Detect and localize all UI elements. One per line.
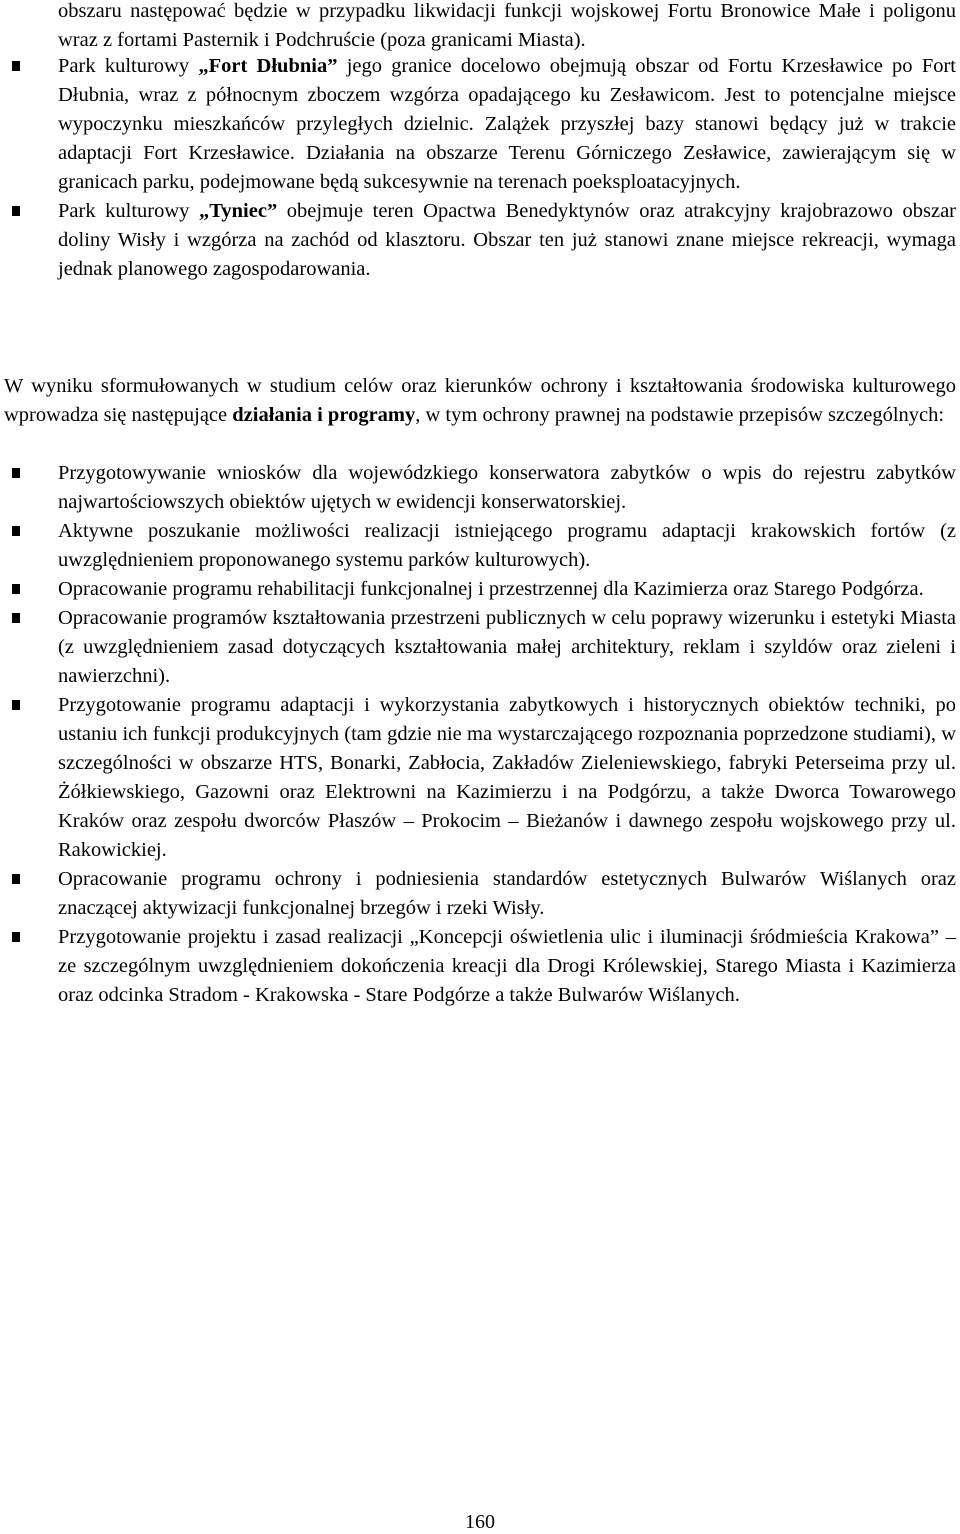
main-text-bold: działania i programy bbox=[232, 404, 416, 426]
list-item-tyniec bbox=[4, 197, 956, 284]
square-bullet-icon bbox=[12, 584, 20, 594]
main-text-before: W wyniku sformułowanych w studium celów oraz kierunków ochrony i kształtowania środowiska kulturowego wprowadza się następujące bbox=[4, 375, 956, 426]
square-bullet-icon bbox=[12, 526, 20, 536]
intro-text: obszaru następować będzie w przypadku likwidacji funkcji wojskowej Fortu Bronowice Małe i poligonu wraz z fortami Pasternik i Podchruście (poza granicami Miasta). bbox=[58, 0, 956, 51]
list-item-text: Przygotowanie projektu i zasad realizacji „Koncepcji oświetlenia ulic i iluminacji śródmieścia Krakowa” – ze szczególnym uwzględnieniem dokończenia kreacji dla Drogi Królewskiej, Starego Miasta i Kazimierza oraz odcinka Stradom - Krakowska - Stare Podgórze a także Bulwarów Wiślanych. bbox=[58, 926, 956, 1006]
square-bullet-icon bbox=[12, 206, 20, 216]
square-bullet-icon bbox=[12, 932, 20, 942]
main-paragraph-text bbox=[4, 372, 956, 430]
list-item-text: Opracowanie programu rehabilitacji funkcjonalnej i przestrzennej dla Kazimierza oraz Starego Podgórza. bbox=[58, 578, 924, 600]
page-number: 160 bbox=[465, 1511, 495, 1533]
park-name: „Tyniec” bbox=[199, 200, 278, 222]
list-item-text: Przygotowywanie wniosków dla wojewódzkiego konserwatora zabytków o wpis do rejestru zabytków najwartościowszych obiektów ujętych w ewidencji konserwatorskiej. bbox=[58, 462, 956, 513]
list-item bbox=[4, 923, 956, 1010]
square-bullet-icon bbox=[12, 468, 20, 478]
main-paragraph bbox=[4, 372, 956, 430]
list-item bbox=[4, 459, 956, 517]
square-bullet-icon bbox=[12, 700, 20, 710]
square-bullet-icon bbox=[12, 613, 20, 623]
square-bullet-icon bbox=[12, 61, 20, 71]
item-text-after: obejmuje teren Opactwa Benedyktynów oraz atrakcyjny krajobrazowo obszar doliny Wisły i wzgórza na zachód od klasztoru. Obszar ten już stanowi znane miejsce rekreacji, wymaga jednak planowego zagospodarowania. bbox=[58, 200, 956, 280]
list-item-text: Opracowanie programu ochrony i podniesienia standardów estetycznych Bulwarów Wiślanych oraz znaczącej aktywizacji funkcjonalnej brzegów i rzeki Wisły. bbox=[58, 868, 956, 919]
main-text-after: , w tym ochrony prawnej na podstawie przepisów szczególnych: bbox=[415, 404, 945, 426]
square-bullet-icon bbox=[12, 874, 20, 884]
intro-continuation bbox=[4, 0, 956, 55]
list-item-text: Aktywne poszukanie możliwości realizacji istniejącego programu adaptacji krakowskich fortów (z uwzględnieniem proponowanego systemu parków kulturowych). bbox=[58, 520, 956, 571]
park-name: „Fort Dłubnia” bbox=[198, 55, 338, 77]
list-item bbox=[4, 604, 956, 691]
list-item-fort-dlubnia bbox=[4, 52, 956, 197]
item-text-before: Park kulturowy bbox=[58, 55, 199, 77]
list-item bbox=[4, 517, 956, 575]
item-text-after: jego granice docelowo obejmują obszar od Fortu Krzesławice po Fort Dłubnia, wraz z północnym zboczem wzgórza opadającego ku Zesławicom. Jest to potencjalne miejsce wypoczynku mieszkańców przyległych dzielnic. Zalążek przyszłej bazy stanowi będący już w trakcie adaptacji Fort Krzesławice. Działania na obszarze Terenu Górniczego Zesławice, zawierającym się w granicach parku, podejmowane będą sukcesywnie na terenach poeksploatacyjnych. bbox=[58, 55, 956, 193]
list-item bbox=[4, 575, 956, 604]
park-list bbox=[4, 52, 956, 284]
list-item-text: Przygotowanie programu adaptacji i wykorzystania zabytkowych i historycznych obiektów techniki, po ustaniu ich funkcji produkcyjnych (tam gdzie nie ma wystarczającego rozpoznania poprzedzone studiami), w szczególności w obszarze HTS, Bonarki, Zabłocia, Zakładów Zieleniewskiego, fabryki Peterseima przy ul. Żółkiewskiego, Gazowni oraz Elektrowni na Kazimierzu i na Podgórzu, a także Dworca Towarowego Kraków oraz zespołu dworców Płaszów – Prokocim – Bieżanów i dawnego zespołu wojskowego przy ul. Rakowickiej. bbox=[58, 694, 956, 861]
item-text-before: Park kulturowy bbox=[58, 200, 199, 222]
actions-list bbox=[4, 459, 956, 1010]
list-item bbox=[4, 865, 956, 923]
list-item-text: Opracowanie programów kształtowania przestrzeni publicznych w celu poprawy wizerunku i estetyki Miasta (z uwzględnieniem zasad dotyczących kształtowania małej architektury, reklam i szyldów oraz zieleni i nawierzchni). bbox=[58, 607, 956, 687]
list-item bbox=[4, 691, 956, 865]
